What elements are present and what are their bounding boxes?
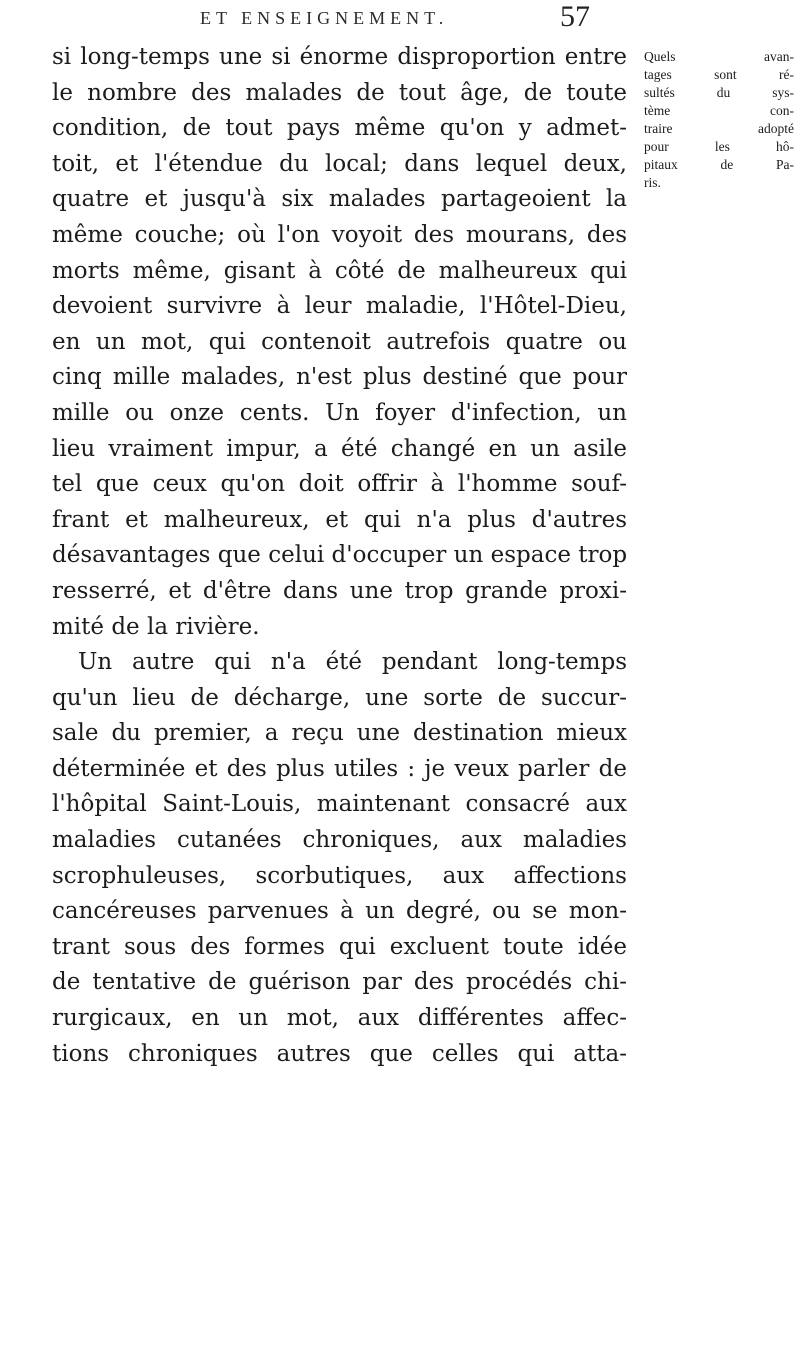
margin-note-line: tages sont ré- — [644, 67, 794, 82]
margin-note-line: pitaux de Pa- — [644, 157, 794, 172]
margin-note-line: sultés du sys- — [644, 85, 794, 100]
text-line: trant sous des formes qui excluent toute idée — [52, 933, 627, 960]
body-text — [52, 40, 627, 1072]
text-line: scrophuleuses, scorbutiques, aux affections — [52, 862, 627, 889]
margin-note-line: tème con- — [644, 103, 794, 118]
text-line: toit, et l'étendue du local; dans lequel deux, — [52, 150, 627, 177]
text-line: maladies cutanées chroniques, aux maladies — [52, 827, 627, 854]
text-line: condition, de tout pays même qu'on y admet- — [52, 115, 627, 142]
page-number: 57 — [560, 0, 590, 33]
running-header: ET ENSEIGNEMENT. — [200, 8, 449, 28]
text-line: de tentative de guérison par des procédés chi- — [52, 969, 627, 996]
text-line: mille ou onze cents. Un foyer d'infection, un — [52, 399, 627, 426]
text-line: resserré, et d'être dans une trop grande proxi- — [52, 577, 627, 604]
text-line: qu'un lieu de décharge, une sorte de succur- — [52, 684, 627, 711]
text-line: tel que ceux qu'on doit offrir à l'homme souf- — [52, 471, 627, 498]
text-line: cancéreuses parvenues à un degré, ou se mon- — [52, 898, 627, 925]
text-line: quatre et jusqu'à six malades partageoient la — [52, 186, 627, 213]
text-line: en un mot, qui contenoit autrefois quatre ou — [52, 328, 627, 355]
margin-note-line: ris. — [644, 175, 661, 190]
text-line: frant et malheureux, et qui n'a plus d'autres — [52, 506, 627, 533]
text-line: si long-temps une si énorme disproportion entre — [52, 44, 627, 70]
margin-note-line: Quels avan- — [644, 49, 794, 64]
margin-note — [644, 48, 794, 192]
text-line: morts même, gisant à côté de malheureux qui — [52, 257, 627, 284]
text-line: déterminée et des plus utiles : je veux parler de — [52, 755, 627, 782]
text-line: sale du premier, a reçu une destination mieux — [52, 720, 627, 747]
text-line: désavantages que celui d'occuper un espace trop — [52, 542, 627, 569]
text-line: rurgicaux, en un mot, aux différentes affec- — [52, 1005, 627, 1032]
text-line: cinq mille malades, n'est plus destiné que pour — [52, 364, 627, 391]
margin-note-line: traire adopté — [644, 121, 794, 136]
paragraph-first-line: Un autre qui n'a été pendant long-temps — [78, 649, 627, 676]
text-line: tions chroniques autres que celles qui atta- — [52, 1040, 627, 1067]
text-line: lieu vraiment impur, a été changé en un asile — [52, 435, 627, 462]
text-line: même couche; où l'on voyoit des mourans, des — [52, 221, 627, 248]
paragraph-last-line: mité de la rivière. — [52, 613, 260, 640]
text-line: devoient survivre à leur maladie, l'Hôtel-Dieu, — [52, 293, 627, 320]
margin-note-line: pour les hô- — [644, 139, 794, 154]
text-line: le nombre des malades de tout âge, de toute — [52, 79, 627, 106]
text-line: l'hôpital Saint-Louis, maintenant consacré aux — [52, 791, 627, 818]
